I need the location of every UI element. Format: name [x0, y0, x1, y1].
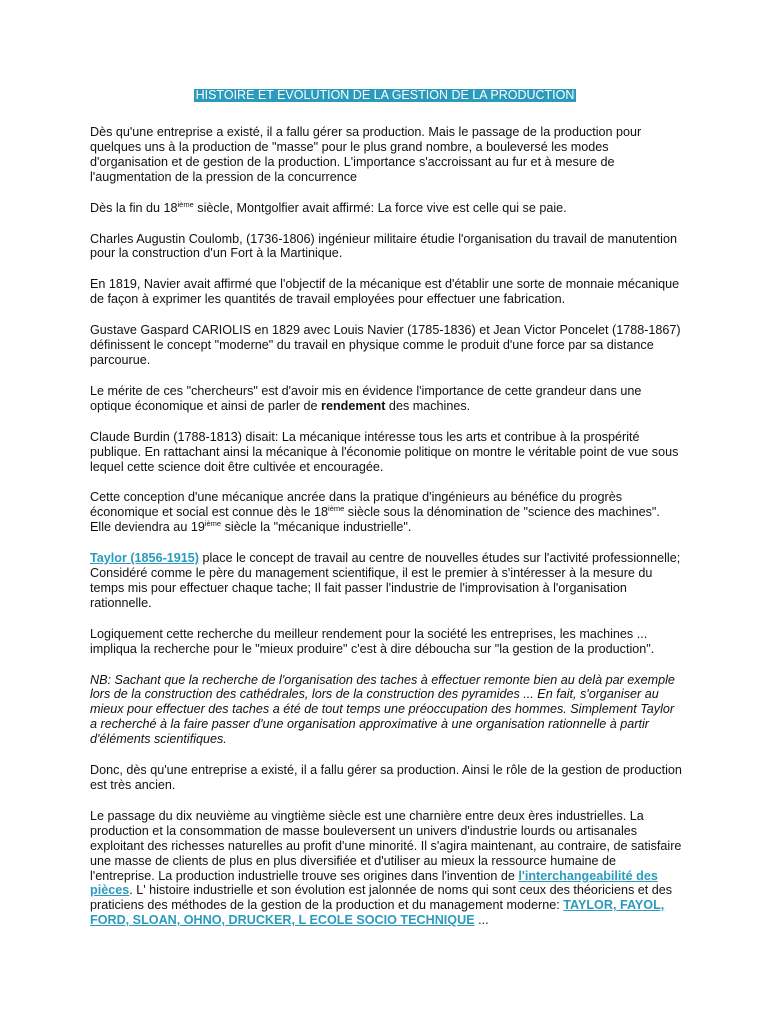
text-run: Le passage du dix neuvième au vingtième siècle est une charnière entre deux ères industrielles. La production et la consommation de masse bouleversent un univers d'industrie lourds ou artisanales exploitant des richesses naturelles au profit d'une minorité. Il s'agira maintenant, au contraire, de satisfaire une masse de clients de plus en plus diversifiée et d'utiliser au mieux la ressource humaine de l'entreprise. La production industrielle trouve ses origines dans l'invention de — [90, 808, 682, 883]
paragraph-conception — [90, 490, 682, 535]
paragraph-logiquement: Logiquement cette recherche du meilleur rendement pour la société les entreprises, les machines ... impliqua la recherche pour le "mieux produire" c'est à dire déboucha sur "la gestion de la production". — [90, 626, 655, 656]
superscript: ième — [328, 504, 345, 514]
paragraph-coulomb: Charles Augustin Coulomb, (1736-1806) ingénieur militaire étudie l'organisation du travail de manutention pour la construction d'un Fort à la Martinique. — [90, 231, 677, 261]
text-run: place le concept de travail au centre de nouvelles études sur l'activité professionnelle; Considéré comme le père du management scientifique, il est le premier à s'intéresser à la mesure du temps mis pour effectuer chaque tache; Il fait passer l'industrie de l'improvisation à l'organisation rationnelle. — [90, 551, 681, 610]
text-run: Cette conception d'une mécanique ancrée dans la pratique d'ingénieurs au bénéfice du progrès économique et social est connue dès le 18 — [90, 490, 623, 520]
paragraph-burdin: Claude Burdin (1788-1813) disait: La mécanique intéresse tous les arts et contribue à la prospérité publique. En rattachant ainsi la mécanique à l'économie politique on montre le véritable point de vue sous lequel cette science doit être cultivée et encouragée. — [90, 429, 679, 474]
link-names-list[interactable]: TAYLOR, FAYOL, FORD, SLOAN, OHNO, DRUCKER, L ECOLE SOCIO TECHNIQUE — [90, 898, 665, 928]
title-wrapper — [90, 86, 680, 104]
paragraph-navier: En 1819, Navier avait affirmé que l'objectif de la mécanique est d'établir une sorte de monnaie mécanique de façon à exprimer les quantités de travail employées pour effectuer une fabrication. — [90, 277, 680, 307]
paragraph-donc: Donc, dès qu'une entreprise a existé, il a fallu gérer sa production. Ainsi le rôle de la gestion de production est très ancien. — [90, 763, 682, 792]
link-taylor[interactable]: Taylor (1856-1915) — [90, 551, 199, 566]
superscript: ième — [177, 199, 194, 209]
paragraph-nb-note: NB: Sachant que la recherche de l'organisation des taches à effectuer remonte bien au delà par exemple lors de la construction des cathédrales, lors de la construction des pyramides ... En fait, s'organiser au mieux pour effectuer des taches a été de tout temps une préoccupation des hommes. Simplement Taylor a recherché à la faire passer d'une organisation approximative à une organisation rationnelle à partir d'éléments scientifiques. — [90, 672, 675, 747]
text-run: siècle, Montgolfier avait affirmé: La force vive est celle qui se paie. — [193, 200, 567, 215]
text-run: Le mérite de ces "chercheurs" est d'avoir mis en évidence l'importance de cette grandeur dans une optique économique et ainsi de parler de — [90, 383, 642, 413]
text-run: siècle sous la dénomination de "science des machines". Elle deviendra au 19 — [90, 505, 660, 535]
link-interchangeabilite[interactable]: l'interchangeabilité des pièces — [90, 868, 658, 898]
text-run: des machines. — [385, 398, 471, 413]
text-run: . L' histoire industrielle et son évolution est jalonnée de noms qui sont ceux des théoriciens et des praticiens des méthodes de la gestion de la production et du management moderne: — [90, 883, 673, 913]
paragraph-cariolis: Gustave Gaspard CARIOLIS en 1829 avec Louis Navier (1785-1836) et Jean Victor Poncelet (1788-1867) définissent le concept "moderne" du travail en physique comme le produit d'une force par sa distance parcourue. — [90, 323, 681, 367]
document-title: HISTOIRE ET EVOLUTION DE LA GESTION DE LA PRODUCTION — [195, 88, 575, 102]
paragraph-montgolfier — [90, 201, 682, 216]
text-run: Dès la fin du 18 — [90, 200, 178, 215]
paragraph-intro: Dès qu'une entreprise a existé, il a fallu gérer sa production. Mais le passage de la production pour quelques uns à la production de "masse" pour le plus grand nombre, a bouleversé les modes d'organisation et de gestion de la production. L'importance s'accroissant au fur et à mesure de l'augmentation de la pression de la concurrence — [90, 125, 642, 184]
paragraph-taylor — [90, 551, 682, 611]
superscript: ième — [204, 519, 222, 529]
paragraph-passage — [90, 809, 682, 928]
paragraph-chercheurs — [90, 384, 682, 414]
text-run: siècle la "mécanique industrielle". — [221, 520, 412, 535]
bold-term-rendement: rendement — [321, 398, 386, 413]
text-run: ... — [474, 913, 489, 928]
